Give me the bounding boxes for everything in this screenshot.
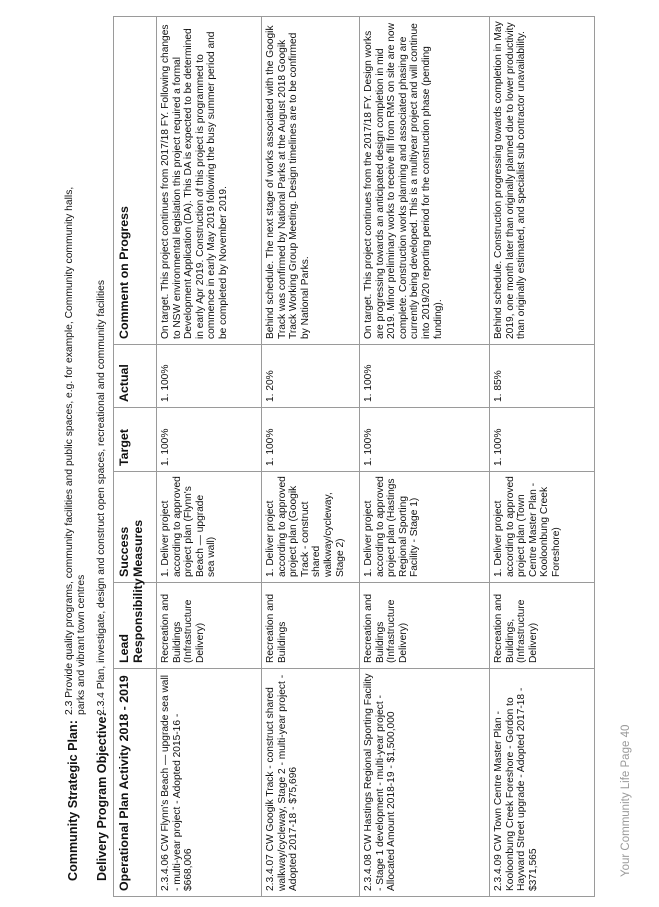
- lead-cell: Recreation and Buildings (Infrastructure Delivery): [360, 583, 490, 669]
- column-header: Operational Plan Activity 2018 - 2019: [114, 669, 157, 897]
- table-row: [262, 17, 360, 897]
- target-cell: 1. 100%: [262, 408, 360, 472]
- page-footer: Your Community Life Page 40: [620, 724, 632, 877]
- objective-label: Delivery Program Objective:: [95, 712, 109, 881]
- comment-cell: On target. This project continues from 2017/18 FY. Following changes to NSW environmental legislation this project required a formal Development Application (DA). This DA is expected to be determined in early Apr 2019. Construction of this project is programmed to commence in early May 2019 following the busy summer period and be completed by November 2019.: [157, 17, 262, 345]
- activity-cell: 2.3.4.07 CW Googik Track - construct shared walkway/cycleway, Stage 2 - multi-year project - Adopted 2017-18 - $75,696: [262, 669, 360, 897]
- actual-cell: 1. 20%: [262, 345, 360, 408]
- objective-value: 2.3.4 Plan, investigate, design and construct open spaces, recreational and community facilities: [96, 279, 107, 715]
- table-row: [157, 17, 262, 897]
- comment-cell: On target. This project continues from the 2017/18 FY. Design works are progressing towards an anticipated design completion in mid 2019. Minor preliminary works to receive fill from RMS on site are now complete. Construction works planning and associated phasing are currently being developed. This is a multiyear project and will continue into 2019/20 reporting period for the construction phase (pending funding).: [360, 17, 490, 345]
- target-cell: 1. 100%: [490, 408, 595, 472]
- measure-cell: 1. Deliver project according to approved project plan (Flynn's Beach — upgrade sea wall): [157, 472, 262, 583]
- target-cell: 1. 100%: [360, 408, 490, 472]
- column-header: Target: [114, 408, 157, 472]
- measure-cell: 1. Deliver project according to approved project plan (Town Centre Master Plan - Kooloonbung Creek Foreshore): [490, 472, 595, 583]
- strategic-plan-label: Community Strategic Plan:: [66, 720, 80, 881]
- column-header: Success Measures: [114, 472, 157, 583]
- strategic-plan-value: 2.3 Provide quality programs, community facilities and public spaces, e.g. for example, Community community halls, parks and vibrant town centres: [64, 186, 87, 715]
- activity-cell: 2.3.4.06 CW Flynn's Beach — upgrade sea wall - multi-year project - Adopted 2015-16 - $668,006: [157, 669, 262, 897]
- table-header-row: [114, 17, 157, 897]
- activity-cell: 2.3.4.09 CW Town Centre Master Plan - Kooloonbung Creek Foreshore - Gordon to Hayward Street upgrade - Adopted 2017-18 - $371,565: [490, 669, 595, 897]
- lead-cell: Recreation and Buildings: [262, 583, 360, 669]
- actual-cell: 1. 100%: [157, 345, 262, 408]
- table-row: [360, 17, 490, 897]
- column-header: Actual: [114, 345, 157, 408]
- operational-plan-table: [113, 16, 595, 897]
- column-header: Lead Responsibility: [114, 583, 157, 669]
- lead-cell: Recreation and Buildings (Infrastructure Delivery): [157, 583, 262, 669]
- activity-cell: 2.3.4.08 CW Hastings Regional Sporting Facility - Stage 1 development - multi-year project - Allocated Amount 2018-19 - $1,500,000: [360, 669, 490, 897]
- comment-cell: Behind schedule. The next stage of works associated with the Googik Track was confirmed by National Parks at the August 2018 Googik Track Working Group Meeting. Design timelines are to be confirmed by National Parks.: [262, 17, 360, 345]
- measure-cell: 1. Deliver project according to approved project plan (Googik Track - construct shared walkway/cycleway, Stage 2): [262, 472, 360, 583]
- actual-cell: 1. 85%: [490, 345, 595, 408]
- target-cell: 1. 100%: [157, 408, 262, 472]
- lead-cell: Recreation and Buildings, (Infrastructure Delivery): [490, 583, 595, 669]
- measure-cell: 1. Deliver project according to approved project plan (Hastings Regional Sporting Facility - Stage 1): [360, 472, 490, 583]
- actual-cell: 1. 100%: [360, 345, 490, 408]
- column-header: Comment on Progress: [114, 17, 157, 345]
- table-row: [490, 17, 595, 897]
- comment-cell: Behind schedule. Construction progressing towards completion in May 2019, one month later than originally planned due to lower productivity than originally estimated, and specialist sub contractor unavailability.: [490, 17, 595, 345]
